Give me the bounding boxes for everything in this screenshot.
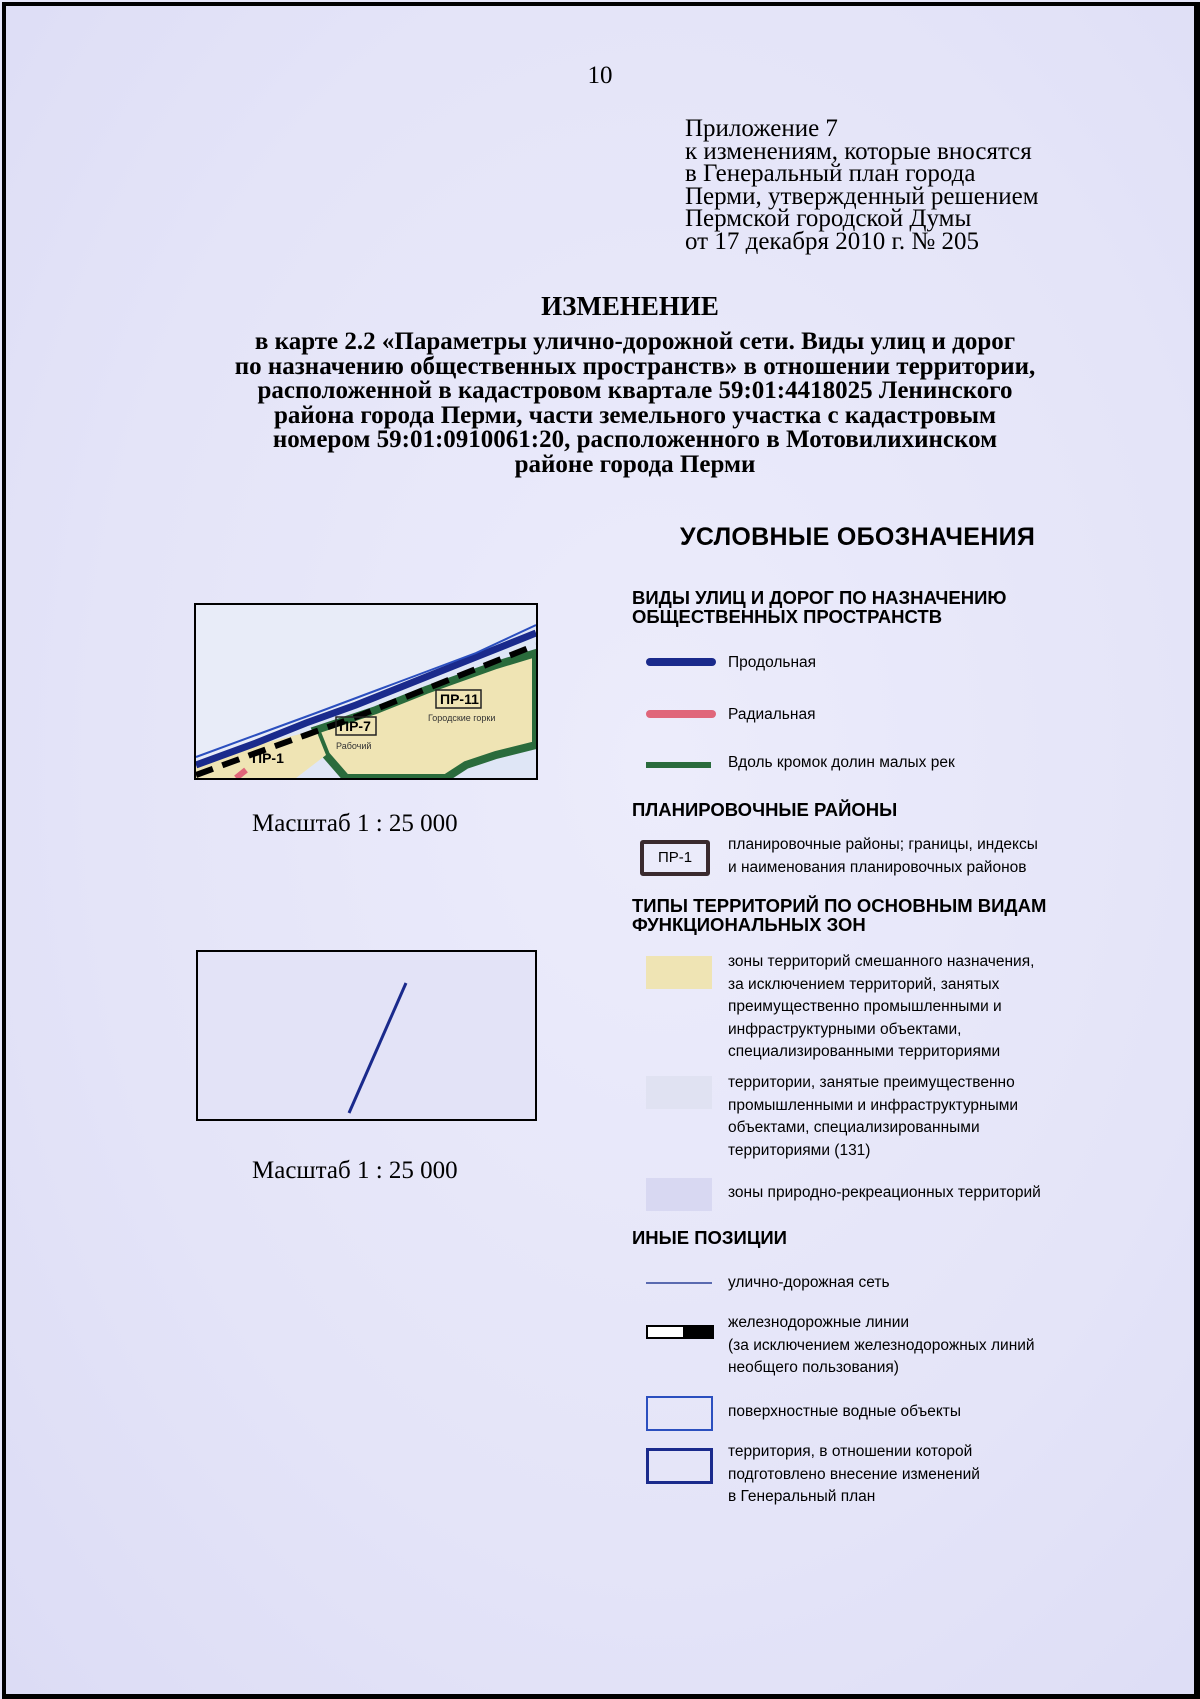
map-1-scale: Масштаб 1 : 25 000 <box>252 810 458 837</box>
appendix-line: в Генеральный план города <box>685 160 976 187</box>
heading-line: ОБЩЕСТВЕННЫХ ПРОСТРАНСТВ <box>632 606 943 627</box>
map-1-drawing <box>196 605 536 778</box>
heading-line: ПЛАНИРОВОЧНЫЕ РАЙОНЫ <box>632 799 898 820</box>
legend-item-districts <box>728 834 1038 879</box>
page-number: 10 <box>587 62 613 89</box>
street-line <box>349 983 406 1113</box>
legend-line: инфраструктурными объектами, <box>728 1020 962 1038</box>
legend-item-railway <box>728 1312 1035 1380</box>
legend-item-industrial-zone <box>728 1072 1018 1162</box>
subtitle-line: районе города Перми <box>514 450 756 478</box>
map-2-scale: Масштаб 1 : 25 000 <box>252 1157 458 1184</box>
legend-line: территории, занятые преимущественно <box>728 1074 1015 1091</box>
change-area-swatch <box>646 1448 713 1484</box>
legend-item-longitudinal: Продольная <box>728 654 817 671</box>
appendix-line: Пермской городской Думы <box>685 205 972 232</box>
document-subtitle <box>170 330 1100 477</box>
appendix-header <box>685 115 1039 255</box>
legend-item-river-edge: Вдоль кромок долин малых рек <box>728 754 955 771</box>
legend-heading-zones <box>632 896 1046 934</box>
subtitle-line: района города Перми, части земельного участка с кадастровым <box>273 401 997 429</box>
legend-line: железнодорожные линии <box>728 1314 910 1331</box>
recreational-zone-swatch <box>646 1178 712 1211</box>
legend-item-road-network: улично-дорожная сеть <box>728 1274 890 1291</box>
heading-line: ФУНКЦИОНАЛЬНЫХ ЗОН <box>632 914 866 935</box>
map-label-pr11: ПР-11 <box>440 691 479 707</box>
legend-line: территория, в отношении которой <box>728 1443 973 1460</box>
heading-line: ВИДЫ УЛИЦ И ДОРОГ ПО НАЗНАЧЕНИЮ <box>632 587 1007 608</box>
radial-line-swatch <box>646 710 716 718</box>
subtitle-line: номером 59:01:0910061:20, расположенного в Мотовилихинском <box>272 426 998 453</box>
heading-line: ИНЫЕ ПОЗИЦИИ <box>632 1227 787 1248</box>
legend-line: зоны территорий смешанного назначения, <box>728 953 1035 970</box>
subtitle-line: по назначению общественных пространств» в отношении территории, <box>234 352 1036 380</box>
map-2-drawing <box>198 952 535 1119</box>
legend-line: необщего пользования) <box>728 1359 899 1376</box>
legend-line: в Генеральный план <box>728 1488 876 1505</box>
legend-line: преимущественно промышленными и <box>728 998 1002 1015</box>
legend-item-radial: Радиальная <box>728 706 816 723</box>
legend-line: зоны природно-рекреационных территорий <box>728 1184 1041 1201</box>
legend-title: УСЛОВНЫЕ ОБОЗНАЧЕНИЯ <box>680 523 1036 551</box>
legend-line: и наименования планировочных районов <box>728 858 1027 876</box>
map-fragment-1 <box>194 603 538 780</box>
map-fragment-2 <box>196 950 537 1121</box>
water-objects-swatch <box>646 1396 713 1431</box>
legend-heading-other <box>632 1228 787 1247</box>
map-label-pr1: ПР-1 <box>252 750 284 766</box>
appendix-line: к изменениям, которые вносятся <box>685 137 1032 165</box>
map-label-pr7-name: Рабочий <box>336 741 372 751</box>
legend-line: объектами, специализированными <box>728 1119 980 1136</box>
subtitle-line: расположенной в кадастровом квартале 59:01:4418025 Ленинского <box>257 377 1013 404</box>
longitudinal-line-swatch <box>646 658 716 666</box>
map-label-pr7: ПР-7 <box>339 718 371 734</box>
legend-item-recreational-zone <box>728 1182 1041 1205</box>
legend-item-change-area <box>728 1441 980 1509</box>
legend-line: планировочные районы; границы, индексы <box>728 836 1038 853</box>
appendix-line: Перми, утвержденный решением <box>685 182 1039 210</box>
river-edge-line-swatch <box>646 762 711 768</box>
legend-heading-streets <box>632 588 1006 626</box>
legend-line: подготовлено внесение изменений <box>728 1465 980 1483</box>
legend-line: промышленными и инфраструктурными <box>728 1096 1019 1114</box>
legend-heading-districts <box>632 800 897 819</box>
map-label-pr11-name: Городские горки <box>428 713 496 723</box>
legend-line: за исключением территорий, занятых <box>728 975 1000 993</box>
mixed-zone-swatch <box>646 956 712 989</box>
legend-line: территориями (131) <box>728 1141 871 1159</box>
legend-item-water-objects: поверхностные водные объекты <box>728 1403 962 1420</box>
road-network-swatch <box>646 1282 712 1284</box>
legend-line: (за исключением железнодорожных линий <box>728 1336 1035 1354</box>
industrial-zone-swatch <box>646 1076 712 1109</box>
legend-line: специализированными территориями <box>728 1043 1001 1060</box>
appendix-line: от 17 декабря 2010 г. № 205 <box>685 227 980 255</box>
heading-line: ТИПЫ ТЕРРИТОРИЙ ПО ОСНОВНЫМ ВИДАМ <box>632 895 1047 916</box>
subtitle-line: в карте 2.2 «Параметры улично-дорожной сети. Виды улиц и дорог <box>254 328 1016 355</box>
document-title: ИЗМЕНЕНИЕ <box>541 291 719 321</box>
railway-swatch <box>646 1325 714 1339</box>
appendix-line: Приложение 7 <box>685 115 838 142</box>
district-box-swatch: ПР-1 <box>640 840 710 876</box>
legend-item-mixed-zone <box>728 951 1034 1064</box>
